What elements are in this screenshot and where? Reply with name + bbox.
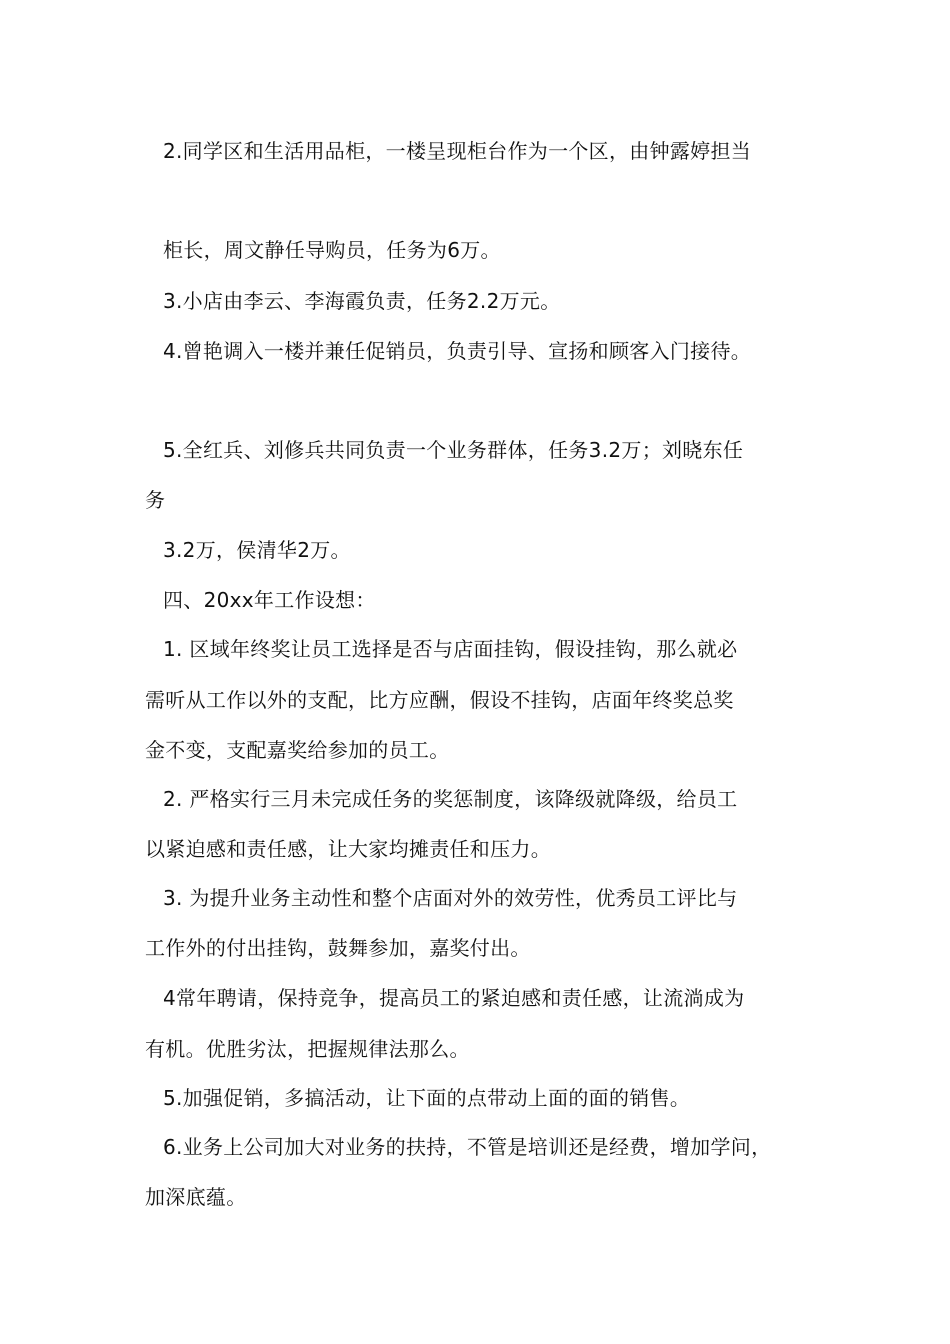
text-line-14: 3. 为提升业务主动性和整个店面对外的效劳性，优秀员工评比与 <box>163 886 738 910</box>
text-line-13: 以紧迫感和责任感，让大家均摊责任和压力。 <box>145 837 551 861</box>
text-line-1: 2.同学区和生活用品柜，一楼呈现柜台作为一个区，由钟露婷担当 <box>163 139 752 163</box>
text-line-19: 6.业务上公司加大对业务的扶持，不管是培训还是经费，增加学问， <box>163 1135 772 1159</box>
text-line-16: 4常年聘请，保持竞争，提高员工的紧迫感和责任感，让流淌成为 <box>163 986 745 1010</box>
text-line-3: 3.小店由李云、李海霞负责，任务2.2万元。 <box>163 289 561 313</box>
text-line-7: 3.2万，侯清华2万。 <box>163 538 351 562</box>
text-line-20: 加深底蕴。 <box>145 1185 247 1209</box>
text-line-2: 柜长，周文静任导购员，任务为6万。 <box>163 238 501 262</box>
text-line-5: 5.全红兵、刘修兵共同负责一个业务群体，任务3.2万；刘晓东任 <box>163 438 744 462</box>
text-line-12: 2. 严格实行三月未完成任务的奖惩制度，该降级就降级，给员工 <box>163 787 738 811</box>
text-line-10: 需听从工作以外的支配，比方应酬，假设不挂钩，店面年终奖总奖 <box>145 688 734 712</box>
text-line-15: 工作外的付出挂钩，鼓舞参加，嘉奖付出。 <box>145 936 531 960</box>
text-line-6: 务 <box>145 488 166 512</box>
text-line-17: 有机。优胜劣汰，把握规律法那么。 <box>145 1037 470 1061</box>
text-line-8: 四、20xx年工作设想： <box>163 588 376 612</box>
text-line-4: 4.曾艳调入一楼并兼任促销员，负责引导、宣扬和顾客入门接待。 <box>163 339 752 363</box>
text-line-18: 5.加强促销，多搞活动，让下面的点带动上面的面的销售。 <box>163 1086 691 1110</box>
text-line-9: 1. 区域年终奖让员工选择是否与店面挂钩，假设挂钩，那么就必 <box>163 637 738 661</box>
text-line-11: 金不变，支配嘉奖给参加的员工。 <box>145 738 450 762</box>
